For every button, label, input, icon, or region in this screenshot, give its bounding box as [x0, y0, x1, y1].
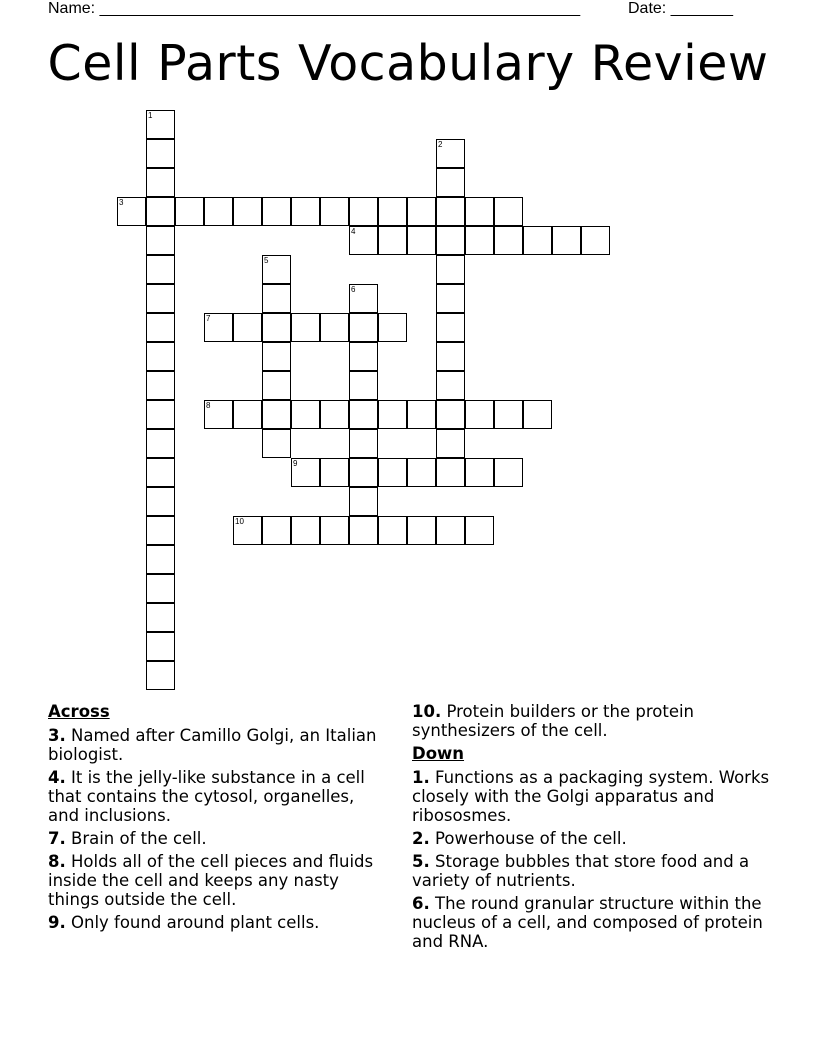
clue-number: 7: [206, 314, 211, 323]
grid-cell[interactable]: [465, 226, 494, 255]
grid-cell[interactable]: [146, 400, 175, 429]
clue-text: Powerhouse of the cell.: [429, 829, 627, 848]
across-heading: Across: [48, 702, 110, 721]
grid-cell[interactable]: [349, 429, 378, 458]
clue-item: [412, 768, 782, 825]
grid-cell[interactable]: [291, 400, 320, 429]
grid-cell[interactable]: [117, 197, 146, 226]
grid-cell[interactable]: [291, 458, 320, 487]
grid-cell[interactable]: [233, 313, 262, 342]
grid-cell[interactable]: [465, 400, 494, 429]
down-clue-list: [412, 768, 782, 951]
grid-cell[interactable]: [262, 429, 291, 458]
clue-number: 4: [351, 227, 356, 236]
grid-cell[interactable]: [291, 197, 320, 226]
clue-number-label: 5.: [412, 852, 430, 871]
grid-cell[interactable]: [436, 429, 465, 458]
grid-cell[interactable]: [146, 574, 175, 603]
grid-cell[interactable]: [320, 197, 349, 226]
grid-cell[interactable]: [407, 516, 436, 545]
grid-cell[interactable]: [494, 400, 523, 429]
clue-number-label: 4.: [48, 768, 66, 787]
grid-cell[interactable]: [204, 197, 233, 226]
grid-cell[interactable]: [378, 313, 407, 342]
date-field-label: Date: _______: [628, 0, 733, 17]
grid-cell[interactable]: [436, 458, 465, 487]
grid-cell[interactable]: [349, 487, 378, 516]
grid-cell[interactable]: [146, 632, 175, 661]
clue-number: 1: [148, 111, 153, 120]
clue-number-label: 3.: [48, 726, 66, 745]
grid-cell[interactable]: [552, 226, 581, 255]
clue-item: [412, 829, 782, 848]
grid-cell[interactable]: [436, 284, 465, 313]
clues-column-left: [48, 702, 378, 936]
grid-cell[interactable]: [436, 255, 465, 284]
across-clue-list: [48, 726, 378, 932]
grid-cell[interactable]: [349, 458, 378, 487]
grid-cell[interactable]: [146, 371, 175, 400]
grid-cell[interactable]: [320, 313, 349, 342]
clue-text: Storage bubbles that store food and a variety of nutrients.: [412, 852, 750, 890]
grid-cell[interactable]: [146, 545, 175, 574]
across-clue-list-continued: [412, 702, 782, 740]
clue-number: 9: [293, 459, 298, 468]
grid-cell[interactable]: [146, 197, 175, 226]
grid-cell[interactable]: [349, 371, 378, 400]
clue-number: 5: [264, 256, 269, 265]
clue-number-label: 7.: [48, 829, 66, 848]
clue-text: Protein builders or the protein synthesizers of the cell.: [412, 702, 695, 740]
grid-cell[interactable]: [233, 400, 262, 429]
grid-cell[interactable]: [233, 516, 262, 545]
grid-cell[interactable]: [349, 226, 378, 255]
grid-cell[interactable]: [407, 400, 436, 429]
grid-cell[interactable]: [436, 516, 465, 545]
grid-cell[interactable]: [291, 313, 320, 342]
grid-cell[interactable]: [204, 400, 233, 429]
grid-cell[interactable]: [378, 458, 407, 487]
grid-cell[interactable]: [407, 226, 436, 255]
clue-text: It is the jelly-like substance in a cell that contains the cytosol, organelles, and inclusions.: [48, 768, 365, 825]
grid-cell[interactable]: [146, 603, 175, 632]
clue-number-label: 2.: [412, 829, 430, 848]
grid-cell[interactable]: [349, 197, 378, 226]
clue-text: Only found around plant cells.: [65, 913, 320, 932]
grid-cell[interactable]: [523, 400, 552, 429]
clue-number-label: 8.: [48, 852, 66, 871]
grid-cell[interactable]: [204, 313, 233, 342]
grid-cell[interactable]: [233, 197, 262, 226]
clue-item: [48, 726, 378, 764]
grid-cell[interactable]: [262, 313, 291, 342]
grid-cell[interactable]: [349, 516, 378, 545]
clue-number: 2: [438, 140, 443, 149]
grid-cell[interactable]: [581, 226, 610, 255]
grid-cell[interactable]: [436, 313, 465, 342]
down-heading: Down: [412, 744, 465, 763]
grid-cell[interactable]: [494, 226, 523, 255]
grid-cell[interactable]: [146, 516, 175, 545]
grid-cell[interactable]: [465, 516, 494, 545]
grid-cell[interactable]: [146, 226, 175, 255]
clue-number: 3: [119, 198, 124, 207]
grid-cell[interactable]: [146, 342, 175, 371]
grid-cell[interactable]: [320, 516, 349, 545]
grid-cell[interactable]: [262, 197, 291, 226]
grid-cell[interactable]: [291, 516, 320, 545]
name-field-label: Name: ______________________________________________________: [48, 0, 581, 17]
grid-cell[interactable]: [146, 313, 175, 342]
grid-cell[interactable]: [262, 342, 291, 371]
grid-cell[interactable]: [407, 197, 436, 226]
grid-cell[interactable]: [146, 255, 175, 284]
grid-cell[interactable]: [349, 313, 378, 342]
page-title: Cell Parts Vocabulary Review: [47, 35, 769, 92]
grid-cell[interactable]: [436, 400, 465, 429]
grid-cell[interactable]: [349, 400, 378, 429]
grid-cell[interactable]: [349, 284, 378, 313]
clue-item: [412, 852, 782, 890]
clue-number-label: 9.: [48, 913, 66, 932]
grid-cell[interactable]: [175, 197, 204, 226]
grid-cell[interactable]: [378, 197, 407, 226]
grid-cell[interactable]: [262, 371, 291, 400]
grid-cell[interactable]: [320, 400, 349, 429]
grid-cell[interactable]: [378, 226, 407, 255]
clue-item: [48, 913, 378, 932]
grid-cell[interactable]: [146, 284, 175, 313]
clue-number: 10: [235, 517, 244, 526]
grid-cell[interactable]: [146, 487, 175, 516]
clue-number-label: 10.: [412, 702, 442, 721]
clue-number-label: 1.: [412, 768, 430, 787]
grid-cell[interactable]: [262, 284, 291, 313]
clues-column-right: [412, 702, 782, 955]
grid-cell[interactable]: [262, 516, 291, 545]
grid-cell[interactable]: [146, 110, 175, 139]
grid-cell[interactable]: [146, 458, 175, 487]
grid-cell[interactable]: [146, 139, 175, 168]
grid-cell[interactable]: [349, 342, 378, 371]
grid-cell[interactable]: [494, 197, 523, 226]
grid-cell[interactable]: [262, 255, 291, 284]
grid-cell[interactable]: [146, 168, 175, 197]
grid-cell[interactable]: [436, 139, 465, 168]
clue-text: Named after Camillo Golgi, an Italian biologist.: [48, 726, 377, 764]
grid-cell[interactable]: [465, 197, 494, 226]
clue-item: [48, 768, 378, 825]
grid-cell[interactable]: [494, 458, 523, 487]
grid-cell[interactable]: [523, 226, 552, 255]
clue-item: [412, 702, 782, 740]
grid-cell[interactable]: [146, 661, 175, 690]
grid-cell[interactable]: [262, 400, 291, 429]
grid-cell[interactable]: [378, 516, 407, 545]
clue-text: The round granular structure within the nucleus of a cell, and composed of protein and RNA.: [412, 894, 763, 951]
grid-cell[interactable]: [436, 168, 465, 197]
clue-item: [48, 829, 378, 848]
clue-text: Holds all of the cell pieces and fluids inside the cell and keeps any nasty things outside the cell.: [48, 852, 374, 909]
grid-cell[interactable]: [407, 458, 436, 487]
clue-text: Brain of the cell.: [65, 829, 207, 848]
clue-item: [412, 894, 782, 951]
clue-number: 8: [206, 401, 211, 410]
grid-cell[interactable]: [465, 458, 494, 487]
grid-cell[interactable]: [320, 458, 349, 487]
clue-number-label: 6.: [412, 894, 430, 913]
grid-cell[interactable]: [146, 429, 175, 458]
grid-cell[interactable]: [436, 371, 465, 400]
clue-number: 6: [351, 285, 356, 294]
clue-item: [48, 852, 378, 909]
grid-cell[interactable]: [436, 342, 465, 371]
grid-cell[interactable]: [436, 197, 465, 226]
grid-cell[interactable]: [378, 400, 407, 429]
clue-text: Functions as a packaging system. Works closely with the Golgi apparatus and ribososmes.: [412, 768, 770, 825]
grid-cell[interactable]: [436, 226, 465, 255]
